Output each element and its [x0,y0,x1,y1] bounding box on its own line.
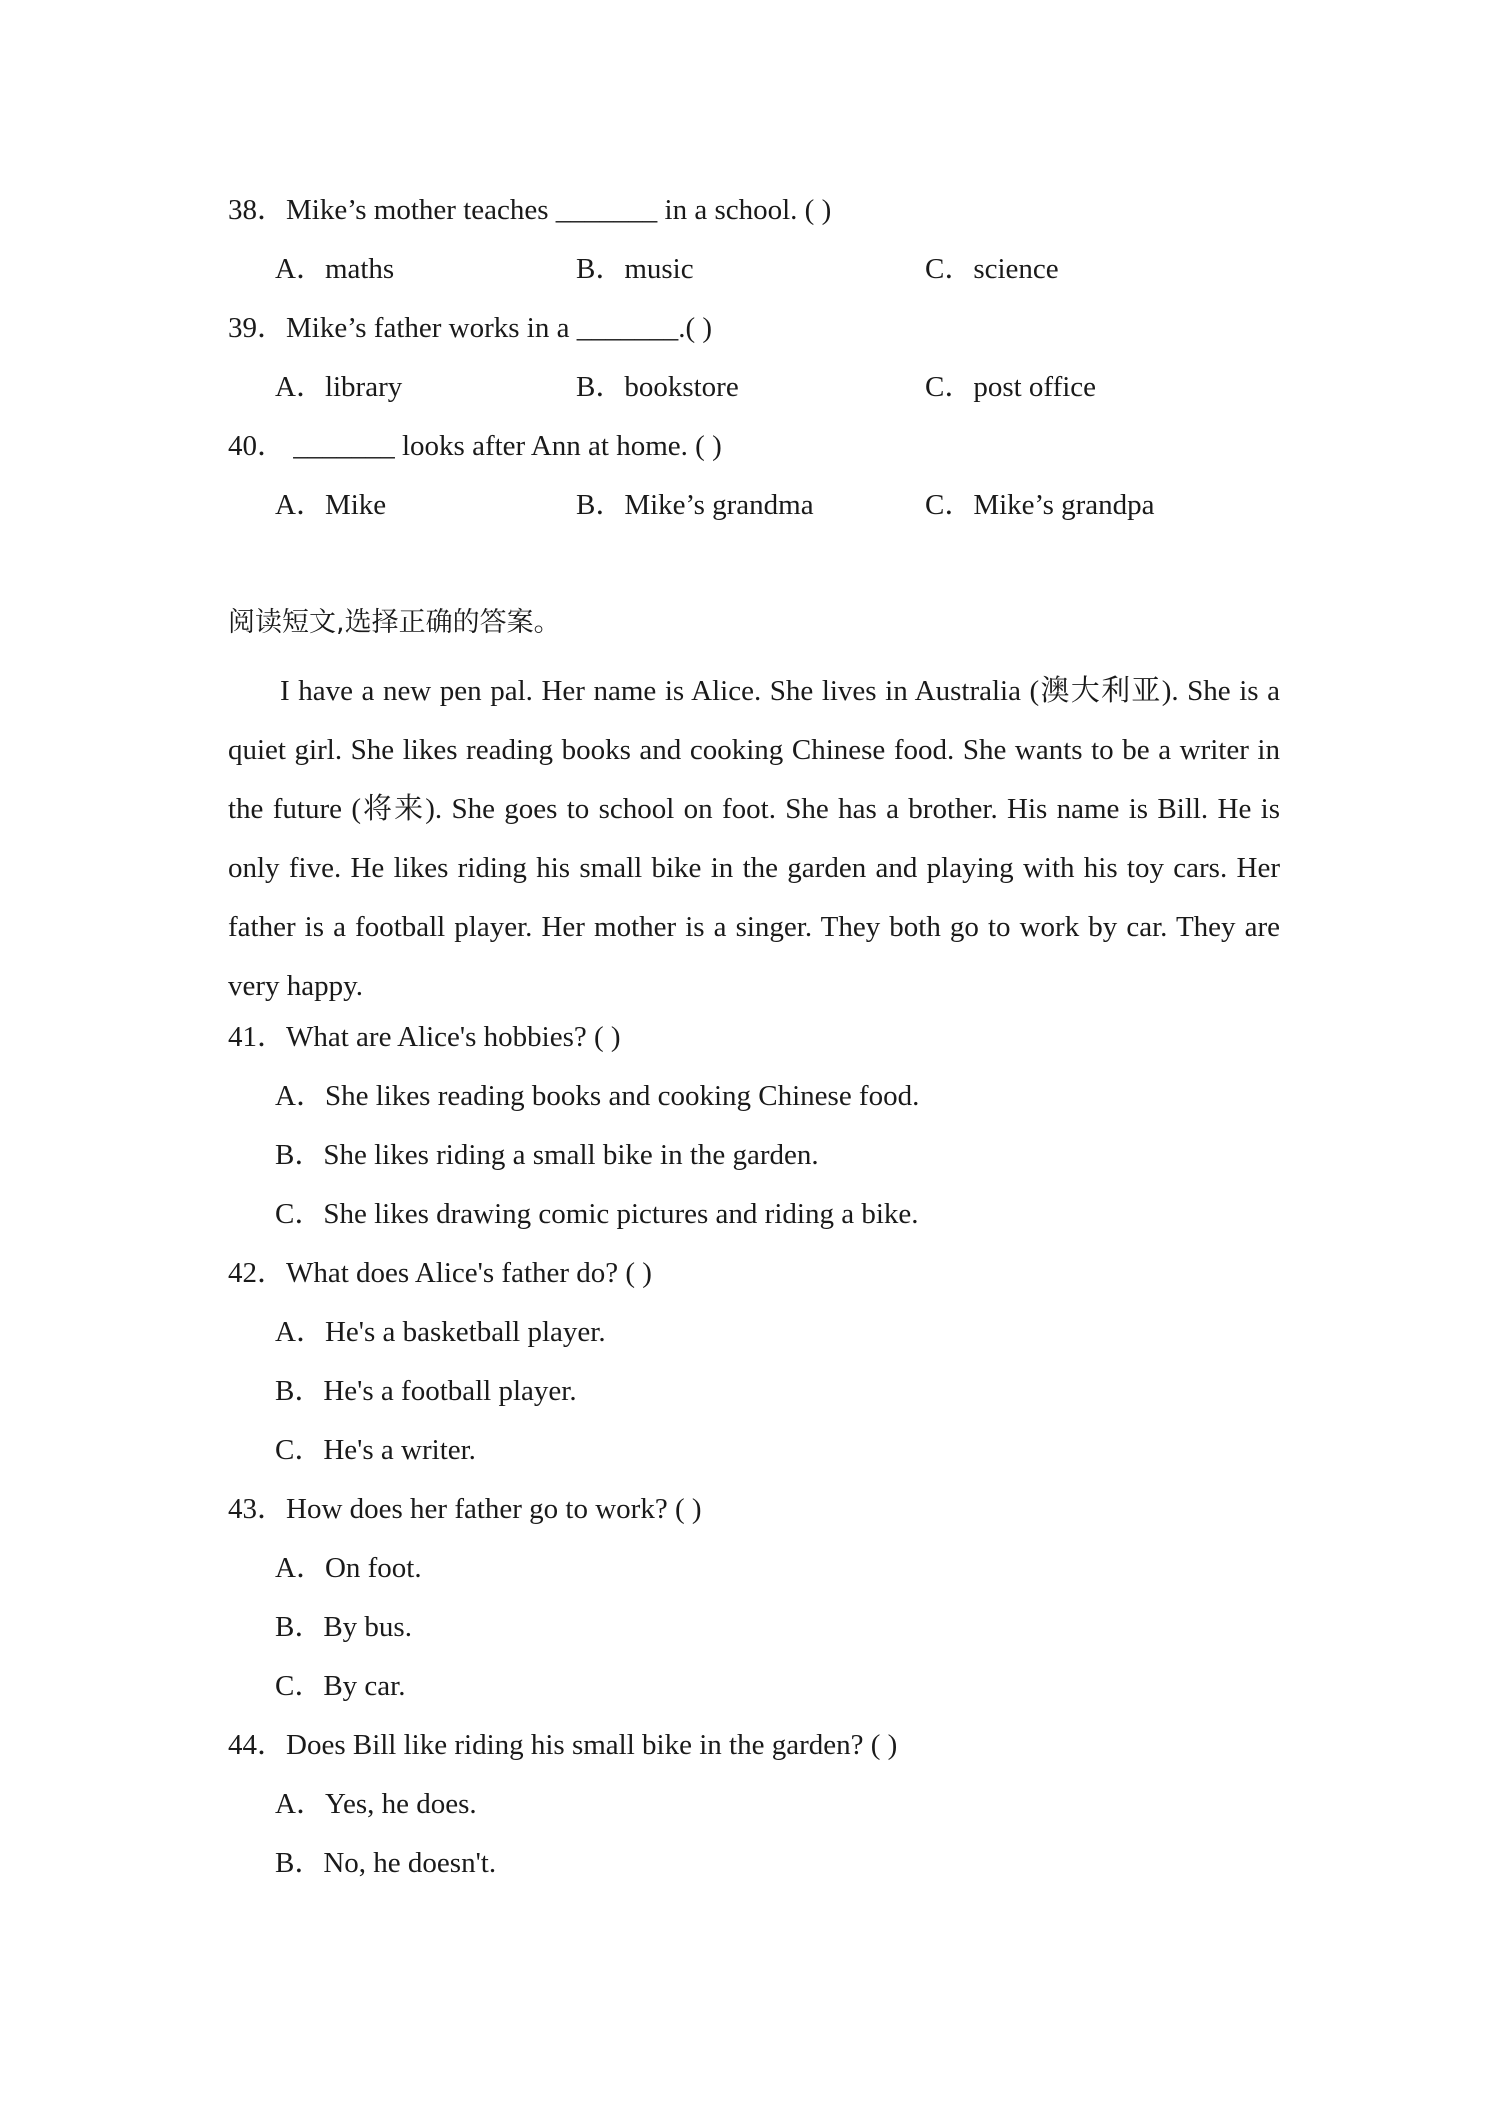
question-39-option-b[interactable]: B．bookstore [576,371,739,403]
question-40-options [275,485,1280,525]
question-42-option-c[interactable]: C．He's a writer. [275,1434,476,1466]
question-41-option-c[interactable]: C．She likes drawing comic pictures and riding a bike. [275,1198,919,1230]
question-43-option-a[interactable]: A．On foot. [275,1552,422,1584]
reading-passage: I have a new pen pal. Her name is Alice. She lives in Australia (澳大利亚). She is a quiet girl. She likes reading books and cooking Chinese food. She wants to be a writer in the future (将来). She goes to school on foot. She has a brother. His name is Bill. He is only five. He likes riding his small bike in the garden and playing with his toy cars. Her father is a football player. Her mother is a singer. They both go to work by car. They are very happy. [228,675,1280,1002]
question-39-option-a[interactable]: A．library [275,371,403,403]
question-39-stem: 39．Mike’s father works in a _______.( ) [228,312,713,344]
question-43-stem: 43．How does her father go to work? ( ) [228,1493,702,1525]
question-43-option-b[interactable]: B．By bus. [275,1611,412,1643]
question-42-option-b[interactable]: B．He's a football player. [275,1375,577,1407]
question-38-option-c[interactable]: C．science [925,253,1059,285]
question-44-option-b[interactable]: B．No, he doesn't. [275,1847,497,1879]
question-42-stem: 42．What does Alice's father do? ( ) [228,1257,652,1289]
question-40-option-b[interactable]: B．Mike’s grandma [576,489,814,521]
question-38-option-a[interactable]: A．maths [275,253,395,285]
question-40-stem: 40． _______ looks after Ann at home. ( ) [228,430,722,462]
question-44-option-a[interactable]: A．Yes, he does. [275,1788,477,1820]
section-instruction: 阅读短文,选择正确的答案。 [228,607,561,638]
question-43-option-c[interactable]: C．By car. [275,1670,406,1702]
question-40-option-a[interactable]: A．Mike [275,489,387,521]
question-38-stem: 38．Mike’s mother teaches _______ in a school. ( ) [228,194,832,226]
question-41-stem: 41．What are Alice's hobbies? ( ) [228,1021,621,1053]
question-38-options [275,249,1280,289]
question-42-option-a[interactable]: A．He's a basketball player. [275,1316,606,1348]
question-41-option-a[interactable]: A．She likes reading books and cooking Chinese food. [275,1080,920,1112]
question-39-options [275,367,1280,407]
question-39-option-c[interactable]: C．post office [925,371,1097,403]
question-44-stem: 44．Does Bill like riding his small bike in the garden? ( ) [228,1729,898,1761]
question-41-option-b[interactable]: B．She likes riding a small bike in the garden. [275,1139,819,1171]
question-38-option-b[interactable]: B．music [576,253,694,285]
question-40-option-c[interactable]: C．Mike’s grandpa [925,489,1155,521]
